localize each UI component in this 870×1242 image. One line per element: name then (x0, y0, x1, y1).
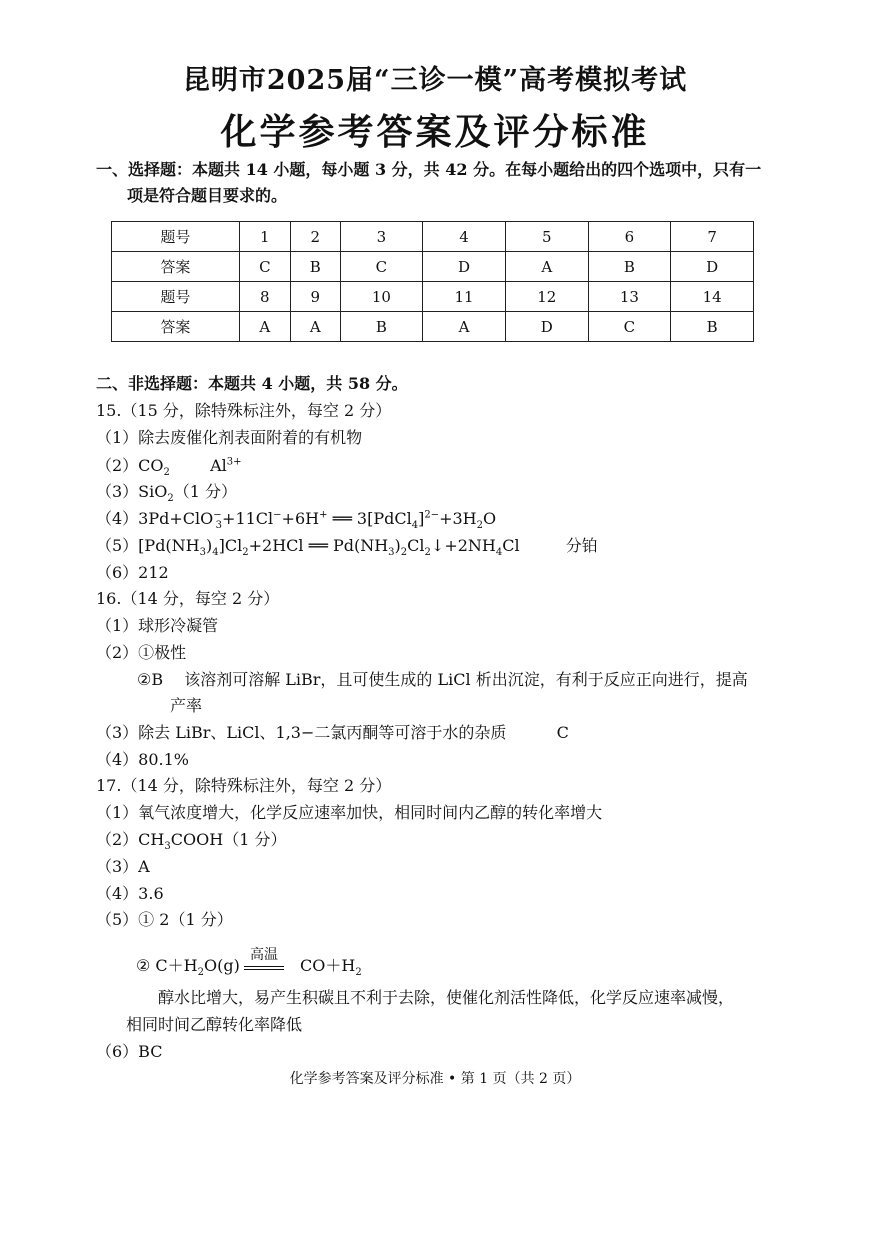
text: 分铂 (565, 536, 598, 555)
superscript: 2− (424, 509, 440, 521)
q16-answer-2-2: ②B 该溶剂可溶解 LiBr，且可使生成的 LiCl 析出沉淀，有利于反应正向进行，提高 (137, 670, 748, 689)
table-cell: D (423, 252, 506, 282)
q17-answer-1: （1）氧气浓度增大，化学反应速率加快，相同时间内乙醇的转化率增大 (96, 803, 603, 822)
table-cell: A (505, 252, 588, 282)
text: Cl (502, 536, 520, 555)
subscript: 2 (476, 520, 484, 532)
table-cell: B (340, 312, 423, 342)
q17-answer-5-1: （5）① 2（1 分） (96, 910, 233, 929)
condition-label: 高温 (250, 947, 278, 963)
q16-answer-4: （4）80.1% (96, 750, 190, 769)
text: +11Cl (222, 509, 274, 528)
text: ② C＋H (136, 956, 198, 975)
table-cell: A (291, 312, 341, 342)
equals-line-bottom (244, 969, 284, 970)
text: C (556, 723, 569, 742)
table-cell: 9 (291, 282, 341, 312)
table-cell: 答案 (112, 312, 240, 342)
table-cell: B (291, 252, 341, 282)
q17-answer-3: （3）A (96, 857, 150, 876)
text: ]Cl (218, 536, 243, 555)
text: （2）CO (96, 456, 164, 475)
table-cell: 6 (588, 222, 671, 252)
q15-answer-6: （6）212 (96, 563, 169, 582)
table-row (112, 312, 754, 342)
q17-header: 17.（14 分，除特殊标注外，每空 2 分） (96, 776, 392, 795)
q16-answer-1: （1）球形冷凝管 (96, 616, 219, 635)
table-row (112, 252, 754, 282)
subscript: 2 (355, 967, 362, 979)
subscript: 2 (167, 493, 174, 505)
table-cell: 8 (239, 282, 290, 312)
table-cell: 1 (239, 222, 290, 252)
text: （1 分） (173, 482, 238, 501)
superscript: + (319, 509, 328, 521)
subscript: 3 (215, 520, 223, 532)
q15-header: 15.（15 分，除特殊标注外，每空 2 分） (96, 401, 392, 420)
table-row (112, 222, 754, 252)
table-cell: B (588, 252, 671, 282)
text: +6H (281, 509, 320, 528)
reaction-condition (244, 944, 284, 970)
q17-answer-5-3-cont: 相同时间乙醇转化率降低 (126, 1015, 303, 1034)
table-cell: 7 (671, 222, 754, 252)
table-cell: 题号 (112, 222, 240, 252)
table-cell: D (505, 312, 588, 342)
q17-answer-6: （6）BC (96, 1042, 163, 1061)
subscript: 2 (424, 547, 431, 559)
table-cell: 10 (340, 282, 423, 312)
text: ══ 3[PdCl (327, 509, 412, 528)
document-title: 化学参考答案及评分标准 (220, 111, 650, 153)
q16-answer-2-1: （2）①极性 (96, 643, 187, 662)
subscript: 3 (199, 547, 207, 559)
table-cell: A (239, 312, 290, 342)
q16-header: 16.（14 分，每空 2 分） (96, 589, 280, 608)
q16-answer-2-2-cont: 产率 (170, 696, 203, 715)
text: +2HCl ══ Pd(NH (248, 536, 389, 555)
table-cell: C (588, 312, 671, 342)
table-row (112, 282, 754, 312)
text: O(g) (204, 956, 240, 975)
q15-answer-1: （1）除去废催化剂表面附着的有机物 (96, 428, 363, 447)
text: ) (206, 536, 213, 555)
text: ) (394, 536, 401, 555)
table-cell: 11 (423, 282, 506, 312)
text: +3H (439, 509, 477, 528)
q17-answer-2 (96, 830, 287, 853)
page-footer: 化学参考答案及评分标准 • 第 1 页（共 2 页） (289, 1071, 581, 1087)
subscript: 2 (163, 467, 170, 479)
table-cell: C (340, 252, 423, 282)
table-cell: 5 (505, 222, 588, 252)
text: Cl (407, 536, 425, 555)
text: （3）SiO (96, 482, 168, 501)
q15-answer-2 (96, 456, 242, 479)
q16-answer-3 (96, 723, 569, 743)
table-cell: D (671, 252, 754, 282)
text: O (483, 509, 497, 528)
table-cell: 13 (588, 282, 671, 312)
subscript: 4 (495, 547, 503, 559)
text: COOH（1 分） (170, 830, 287, 849)
section1-heading-cont: 项是符合题目要求的。 (127, 186, 288, 205)
subscript: 2 (400, 547, 408, 559)
text: （4）3Pd+ClO (96, 509, 214, 528)
text: （3）除去 LiBr、LiCl、1,3−二氯丙酮等可溶于水的杂质 (96, 723, 507, 742)
q17-answer-5-3: 醇水比增大，易产生积碳且不利于去除，使催化剂活性降低，化学反应速率减慢， (158, 988, 735, 1007)
q17-answer-4: （4）3.6 (96, 884, 164, 903)
table-cell: 14 (671, 282, 754, 312)
table-cell: 12 (505, 282, 588, 312)
subscript: 4 (411, 520, 419, 532)
table-cell: 题号 (112, 282, 240, 312)
text: ↓+2NH (430, 536, 496, 555)
table-cell: B (671, 312, 754, 342)
text: Al (210, 456, 227, 475)
section2-heading: 二、非选择题：本题共 4 小题，共 58 分。 (96, 374, 408, 393)
subscript: 3 (164, 841, 171, 853)
subscript: 4 (212, 547, 219, 559)
text: （5）[Pd(NH (96, 536, 200, 555)
superscript: 3+ (226, 456, 242, 468)
q15-answer-4-equation (96, 509, 497, 532)
table-cell: C (239, 252, 290, 282)
q15-answer-5-equation (96, 536, 598, 559)
answer-table (111, 221, 754, 342)
table-cell: A (423, 312, 506, 342)
subscript: 2 (242, 547, 249, 559)
subscript: 2 (197, 967, 205, 979)
section1-heading: 一、选择题：本题共 14 小题，每小题 3 分，共 42 分。在每小题给出的四个选项中，只有一 (96, 160, 762, 179)
subscript: 3 (388, 547, 395, 559)
table-cell: 4 (423, 222, 506, 252)
table-cell: 2 (291, 222, 341, 252)
superscript: − (273, 509, 282, 521)
text: CO＋H (300, 956, 356, 975)
superscript: − (213, 509, 222, 521)
equals-line-top (244, 966, 284, 967)
table-cell: 3 (340, 222, 423, 252)
text: （2）CH (96, 830, 165, 849)
text: ] (418, 509, 425, 528)
exam-title: 昆明市2025届“三诊一模”高考模拟考试 (182, 65, 688, 96)
q15-answer-3 (96, 482, 238, 505)
table-cell: 答案 (112, 252, 240, 282)
